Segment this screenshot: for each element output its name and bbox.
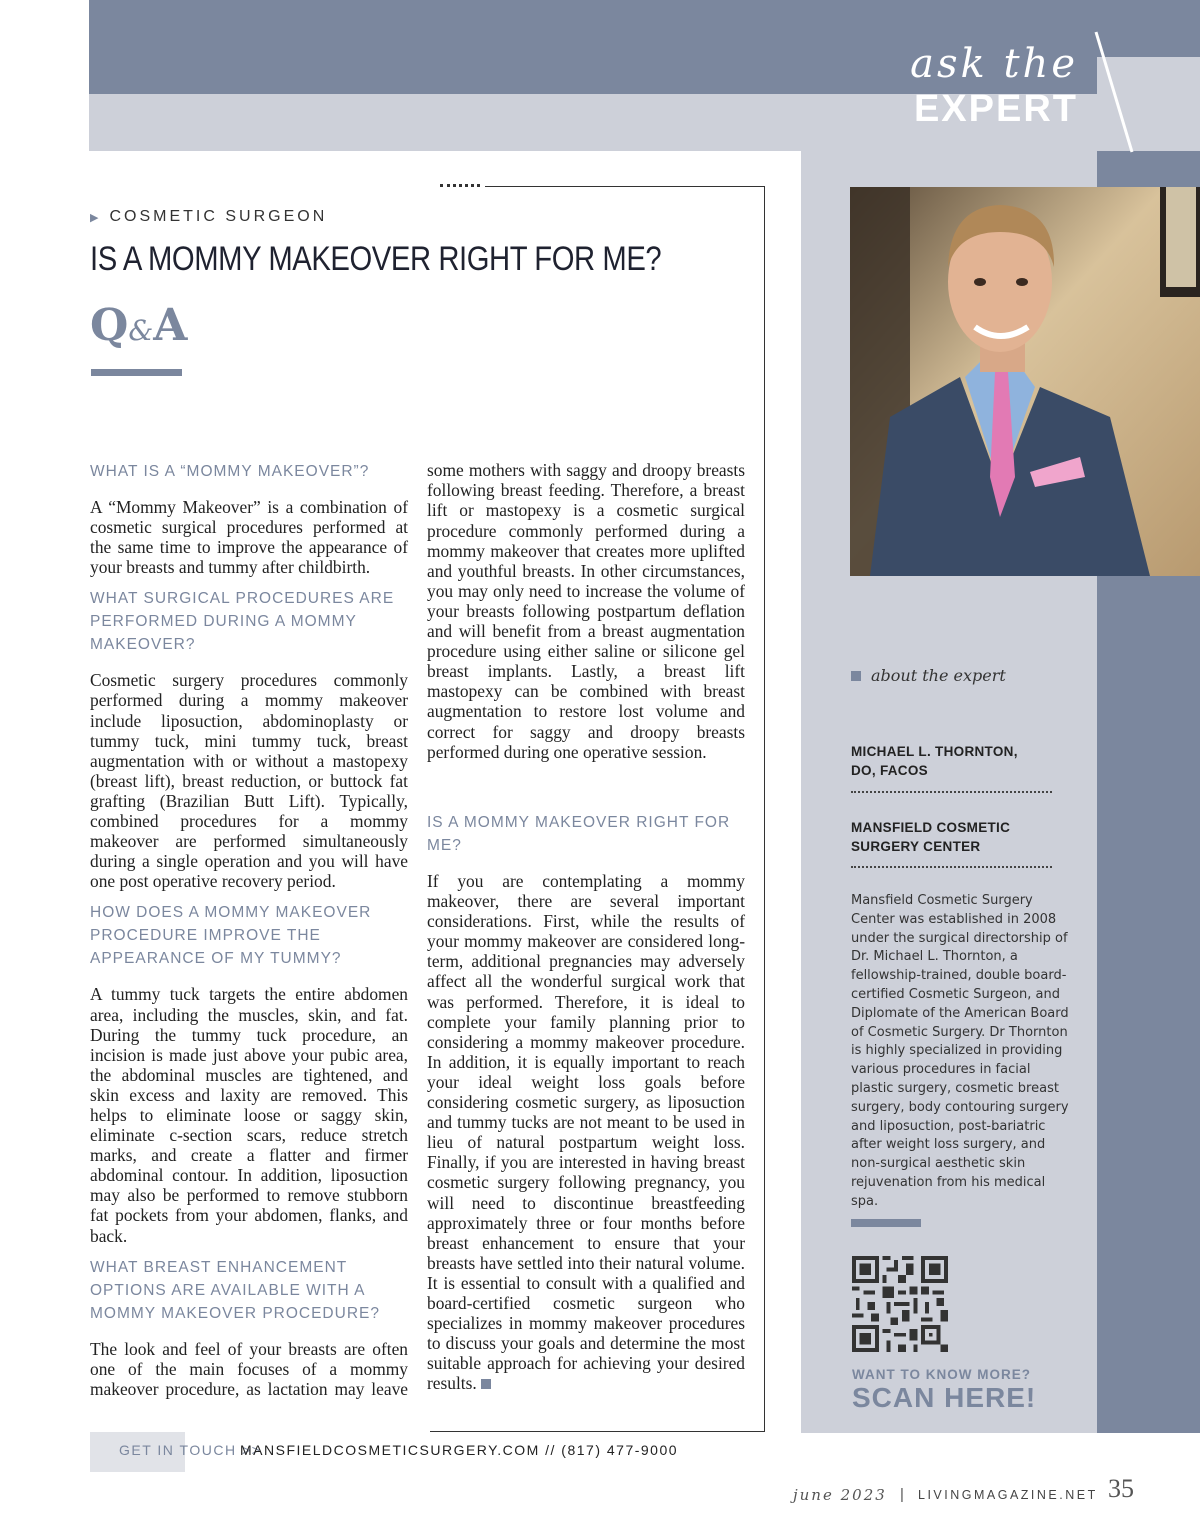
article-column-1 (90, 460, 408, 1406)
article-headline: IS A MOMMY MAKEOVER RIGHT FOR ME? (90, 240, 662, 278)
question-heading: WHAT BREAST ENHANCEMENT OPTIONS ARE AVAILABLE WITH A MOMMY MAKEOVER PROCEDURE? (90, 1258, 380, 1322)
get-in-touch-label: GET IN TOUCH >> (119, 1442, 262, 1458)
expert-photo (850, 187, 1200, 576)
answer-paragraph: A tummy tuck targets the entire abdomen area, including the muscles, skin, and fat. During the tummy tuck procedure, an incision is made just above your pubic area, the abdominal muscles are tightened, and skin excess and laxity are removed. This helps to eliminate loose or saggy skin, eliminate c-section scars, reduce stretch marks, and create a flatter and firmer abdominal contour. In addition, liposuction may also be performed to remove stubborn fat pockets from your abdomen, flanks, and back. (90, 984, 408, 1246)
square-icon (851, 671, 861, 681)
answer-paragraph-overflow: some mothers with saggy and droopy breasts following breast feeding. Therefore, a breast lift or mastopexy is a cosmetic surgical procedure commonly performed during a mommy makeover that creates more uplifted and youthful breasts. In other circumstances, you may only need to increase the volume of your breasts following postpartum deflation and will benefit from a breast augmentation procedure using either saline or silicone gel breast implants. Lastly, a breast lift mastopexy can be combined with breast augmentation to restore lost volume and correct for saggy and droopy breasts performed during one operative session. (427, 460, 745, 762)
end-square-icon (481, 1379, 491, 1389)
issue-date: june 2023 (793, 1486, 887, 1504)
magazine-site: LIVINGMAGAZINE.NET (918, 1488, 1098, 1502)
dotted-divider (851, 791, 1052, 793)
about-text: about the expert (871, 666, 1006, 685)
cta-question: WANT TO KNOW MORE? (852, 1367, 1031, 1382)
practice-name-line1: MANSFIELD COSMETIC (851, 820, 1011, 835)
expert-credentials: DO, FACOS (851, 763, 928, 778)
article-column-2 (427, 460, 745, 1399)
footer-separator: | (900, 1486, 904, 1503)
question-heading: HOW DOES A MOMMY MAKEOVER PROCEDURE IMPROVE THE APPEARANCE OF MY TUMMY? (90, 904, 372, 968)
section-title-expert: EXPERT (913, 88, 1078, 130)
qa-mark (90, 300, 187, 351)
answer-paragraph: A “Mommy Makeover” is a combination of cosmetic surgical procedures performed at the same time to improve the appearance of your breasts and tummy after childbirth. (90, 497, 408, 578)
answer-paragraph (427, 871, 745, 1393)
about-expert-label (851, 666, 1006, 685)
dotted-divider (851, 866, 1052, 868)
slash-decoration (1090, 30, 1140, 155)
frame-right-rule (764, 186, 765, 1432)
qa-underline (91, 369, 182, 376)
question-heading: IS A MOMMY MAKEOVER RIGHT FOR ME? (427, 814, 731, 854)
triangle-icon: ▶ (90, 212, 102, 224)
question-heading: WHAT SURGICAL PROCEDURES ARE PERFORMED DURING A MOMMY MAKEOVER? (90, 590, 395, 654)
qa-a: A (153, 300, 188, 351)
answer-text: If you are contemplating a mommy makeover, there are several important considerations. First, while the results of your mommy makeover are considered long-term, additional pregnancies may adversely affect all the wonderful surgical work that was performed. Therefore, it is ideal to complete your family planning prior to considering a mommy makeover procedure. In addition, it is equally important to reach your ideal weight loss goals before considering cosmetic surgery, as liposuction and tummy tucks are not meant to be used in lieu of natural postpartum weight loss. Finally, if you are interested in having breast cosmetic surgery following pregnancy, you will need to discontinue breastfeeding approximately three or four months before breast enhancement to ensure that your breasts have settled into their natural volume. It is essential to consult with a qualified and board-certified cosmetic surgeon who specializes in mommy makeover procedures to discuss your goals and determine the most suitable approach for achieving your desired results. (427, 871, 745, 1394)
answer-paragraph-continued (427, 460, 745, 801)
question-heading: WHAT IS A “MOMMY MAKEOVER”? (90, 463, 370, 480)
answer-paragraph: The look and feel of your breasts are often one of the main focuses of a mommy makeover procedure, as lactation may leave (90, 1338, 408, 1399)
practice-name-line2: SURGERY CENTER (851, 839, 981, 854)
frame-top-rule (485, 186, 765, 187)
category-label: COSMETIC SURGEON (109, 208, 328, 225)
qr-code-icon[interactable] (852, 1256, 948, 1352)
answer-paragraph: Cosmetic surgery procedures commonly performed during a mommy makeover include liposuction, abdominoplasty or tummy tuck, mini tummy tuck, breast augmentation with or without a mastopexy (breast lift), breast reduction, or buttock fat grafting (Brazilian Butt Lift). Typically, combined procedures for a mommy makeover are performed simultaneously during a single operation and you will have one post operative recovery period. (90, 670, 408, 892)
frame-dots (440, 184, 480, 190)
qa-q: Q (90, 300, 129, 351)
sidebar-accent-bar (851, 1219, 921, 1227)
section-title-ask: ask the (910, 41, 1078, 87)
contact-link[interactable]: MANSFIELDCOSMETICSURGERY.COM // (817) 477-9000 (240, 1442, 679, 1458)
qa-ampersand: & (128, 314, 154, 347)
expert-bio: Mansfield Cosmetic Surgery Center was established in 2008 under the surgical directorship of Dr. Michael L. Thornton, a fellowship-trained, double board-certified Cosmetic Surgeon, and Diplomate of the American Board of Cosmetic Surgery. Dr Thornton is highly specialized in providing various procedures in facial plastic surgery, cosmetic breast surgery, body contouring surgery and liposuction, post-bariatric after weight loss surgery, and non-surgical aesthetic skin rejuvenation from his medical spa. (851, 893, 1069, 1209)
frame-bottom-rule (430, 1431, 765, 1432)
page-number: 35 (1108, 1474, 1134, 1503)
cta-scan: SCAN HERE! (852, 1382, 1037, 1413)
article-category (90, 208, 327, 226)
expert-name: MICHAEL L. THORNTON, (851, 744, 1018, 759)
